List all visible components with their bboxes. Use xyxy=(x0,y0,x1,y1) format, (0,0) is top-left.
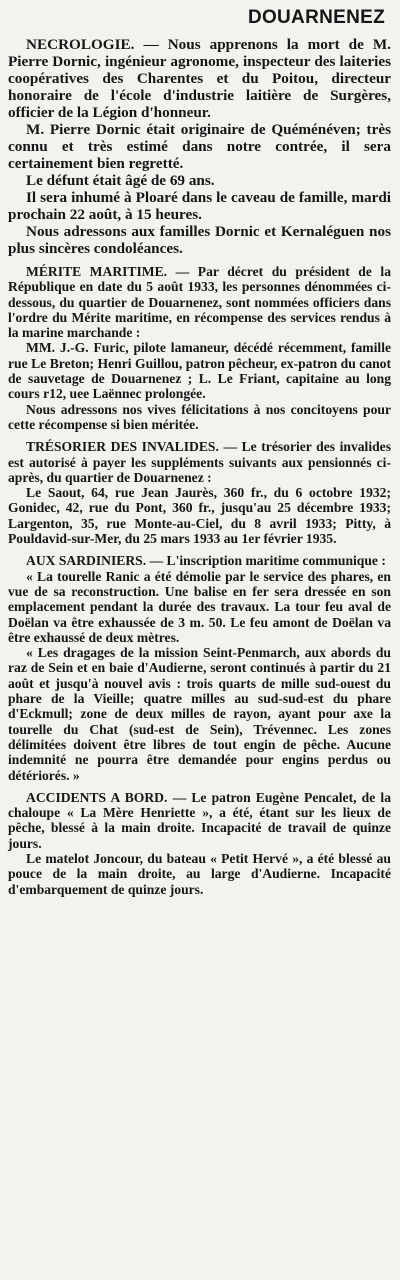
section-tresorier xyxy=(8,439,391,546)
paragraph-text: — Nous apprenons la mort de M. Pierre Dornic, ingénieur agronome, inspecteur des laiteries coopératives des Charentes et du Poitou, directeur honoraire de l'école d'industrie laitière de Surgères, officier de la Légion d'honneur. xyxy=(8,36,392,121)
paragraph: Nous adressons aux familles Dornic et Kernaléguen nos plus sincères condoléances. xyxy=(8,223,391,257)
section-title: NECROLOGIE. xyxy=(26,36,135,53)
section-title: TRÉSORIER DES INVALIDES. xyxy=(26,439,219,455)
paragraph xyxy=(8,264,391,340)
section-merite-maritime xyxy=(8,264,391,432)
section-necrologie xyxy=(8,36,391,257)
paragraph xyxy=(8,553,391,568)
section-accidents xyxy=(8,790,391,897)
paragraph xyxy=(8,439,391,485)
paragraph xyxy=(8,790,391,851)
paragraph-text: — Le patron Eugène Pencalet, de la chaloupe « La Mère Henriette », a été, étant sur les lieux de pêche, blessé à la main droite. Incapacité de travail de quinze jours. xyxy=(8,789,391,851)
paragraph: Le Saout, 64, rue Jean Jaurès, 360 fr., du 6 octobre 1932; Gonidec, 42, rue du Pont, 360 fr., jusqu'au 25 décembre 1933; Largenton, 35, rue Monte-au-Ciel, du 8 avril 1933; Pitty, à Pouldavid-sur-Mer, du 25 mars 1933 au 1er février 1935. xyxy=(8,485,391,547)
paragraph: M. Pierre Dornic était originaire de Quéménéven; très connu et très estimé dans notre contrée, il sera certainement bien regretté. xyxy=(8,121,391,172)
paragraph: Il sera inhumé à Ploaré dans le caveau de famille, mardi prochain 22 août, à 15 heures. xyxy=(8,189,391,223)
section-title: AUX SARDINIERS. xyxy=(26,553,147,569)
section-title: ACCIDENTS A BORD. xyxy=(26,789,168,805)
paragraph xyxy=(8,36,391,121)
paragraph-text: — L'inscription maritime communique : xyxy=(149,553,386,569)
paragraph: Le défunt était âgé de 69 ans. xyxy=(26,172,215,189)
page-heading: DOUARNENEZ xyxy=(247,7,385,28)
paragraph: « La tourelle Ranic a été démolie par le service des phares, en vue de sa reconstruction. Une balise en fer sera dressée en son emplacement pendant la durée des travaux. La tour feu aval de Doëlan va être exhaussée de 3 m. 50. Le feu amont de Doëlan va être exhaussé de deux mètres. xyxy=(8,568,391,645)
section-title: MÉRITE MARITIME. xyxy=(26,264,168,279)
paragraph: MM. J.-G. Furic, pilote lamaneur, décédé récemment, famille rue Le Breton; Henri Guillou, patron pêcheur, ex-patron du canot de sauvetage de Douarnenez ; L. Le Friant, capitaine au long cours r12, uee Laënnec prolongée. xyxy=(8,340,391,402)
section-sardiniers xyxy=(8,553,391,782)
paragraph-text: — Le trésorier des invalides est autorisé à payer les suppléments suivants aux pensionnés ci-après, du quartier de Douarnenez : xyxy=(8,439,391,485)
paragraph: Nous adressons nos vives félicitations à nos concitoyens pour cette récompense si bien méritée. xyxy=(8,401,391,432)
paragraph: « Les dragages de la mission Seint-Penmarch, aux abords du raz de Sein et en baie d'Audierne, seront continués à partir du 21 août et jusqu'à nouvel avis : trois quarts de mille sud-ouest du phare de la Vieille; quatre milles au sud-sud-est du phare d'Eckmull; zone de deux milles de rayon, ayant pour axe la tourelle du Chat (sud-est de Sein), Trévennec. Les zones délimitées doivent être libres de tout engin de pêche. Aucune indemnité ne pourra être demandée pour engins perdus ou détériorés. » xyxy=(8,645,391,783)
paragraph: Le matelot Joncour, du bateau « Petit Hervé », a été blessé au pouce de la main droite, au large d'Audierne. Incapacité d'embarquement de quinze jours. xyxy=(8,850,391,897)
paragraph-text: — Par décret du président de la République en date du 5 août 1933, les personnes dénommées ci-dessous, du quartier de Douarnenez, sont nommées officiers dans l'ordre du Mérite maritime, en récompense des services rendus à la marine marchande : xyxy=(8,264,391,341)
